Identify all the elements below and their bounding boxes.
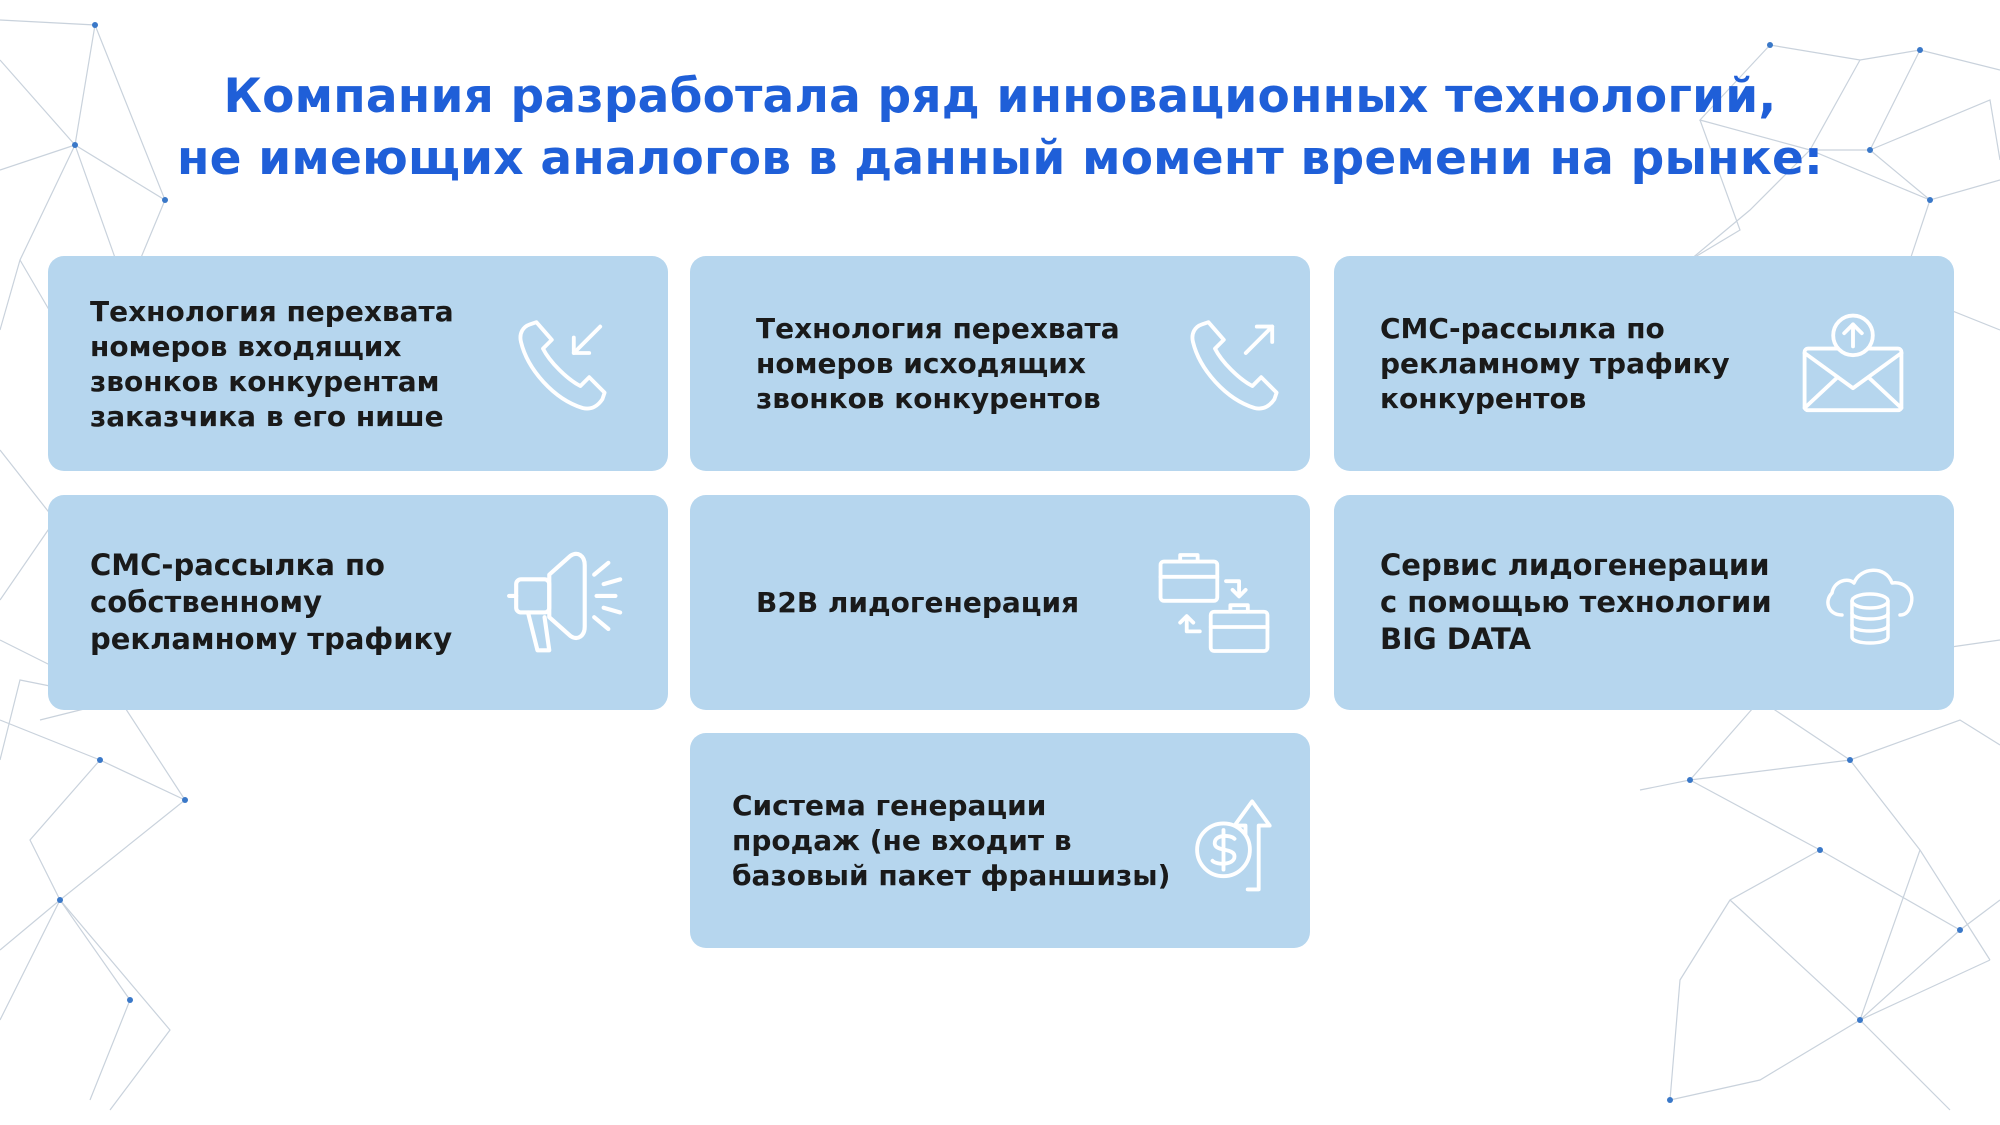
card-outgoing-call-interception bbox=[690, 256, 1310, 471]
card-text-line: звонков конкурентов bbox=[756, 382, 1101, 415]
envelope-upload-icon bbox=[1798, 309, 1908, 419]
card-text-line: звонков конкурентам bbox=[90, 364, 440, 398]
card-text-line: номеров исходящих bbox=[756, 347, 1086, 380]
card-text-line: B2B лидогенерация bbox=[756, 586, 1080, 619]
card-text-line: базовый пакет франшизы) bbox=[732, 859, 1171, 892]
card-text bbox=[756, 495, 1079, 710]
phone-incoming-icon bbox=[510, 309, 620, 419]
card-sms-own-traffic bbox=[48, 495, 668, 710]
card-text-line: заказчика в его нише bbox=[90, 399, 444, 433]
page-title bbox=[0, 66, 2000, 190]
card-text bbox=[1380, 256, 1730, 471]
card-sms-competitor-traffic bbox=[1334, 256, 1954, 471]
card-text-line: рекламному трафику bbox=[1380, 347, 1730, 380]
phone-outgoing-icon bbox=[1182, 309, 1292, 419]
card-text-line: BIG DATA bbox=[1380, 622, 1532, 656]
card-text-line: Технология перехвата bbox=[756, 312, 1120, 345]
page-title-line-2: не имеющих аналогов в данный момент времени на рынке: bbox=[176, 131, 1824, 186]
page-title-line-1: Компания разработала ряд инновационных технологий, bbox=[223, 69, 1777, 124]
megaphone-icon bbox=[502, 543, 632, 663]
card-text-line: продаж (не входит в bbox=[732, 824, 1072, 857]
card-incoming-call-interception bbox=[48, 256, 668, 471]
dollar-growth-icon bbox=[1190, 786, 1290, 896]
card-text-line: Технология перехвата bbox=[90, 294, 454, 328]
cloud-database-icon bbox=[1820, 553, 1920, 653]
card-text-line: с помощью технологии bbox=[1380, 585, 1772, 619]
card-text bbox=[90, 495, 452, 710]
card-text-line: Система генерации bbox=[732, 789, 1047, 822]
card-text bbox=[1380, 495, 1772, 710]
card-text bbox=[756, 256, 1120, 471]
card-text-line: рекламному трафику bbox=[90, 622, 453, 656]
card-text-line: номеров входящих bbox=[90, 329, 402, 363]
card-sales-generation-system bbox=[690, 733, 1310, 948]
card-text-line: СМС-рассылка по bbox=[90, 548, 385, 582]
card-text-line: СМС-рассылка по bbox=[1380, 312, 1665, 345]
briefcase-exchange-icon bbox=[1154, 548, 1274, 658]
card-text bbox=[732, 733, 1170, 948]
card-text-line: конкурентов bbox=[1380, 382, 1587, 415]
card-text-line: Сервис лидогенерации bbox=[1380, 548, 1770, 582]
card-b2b-leadgen bbox=[690, 495, 1310, 710]
card-text bbox=[90, 256, 454, 471]
card-bigdata-leadgen bbox=[1334, 495, 1954, 710]
card-text-line: собственному bbox=[90, 585, 322, 619]
